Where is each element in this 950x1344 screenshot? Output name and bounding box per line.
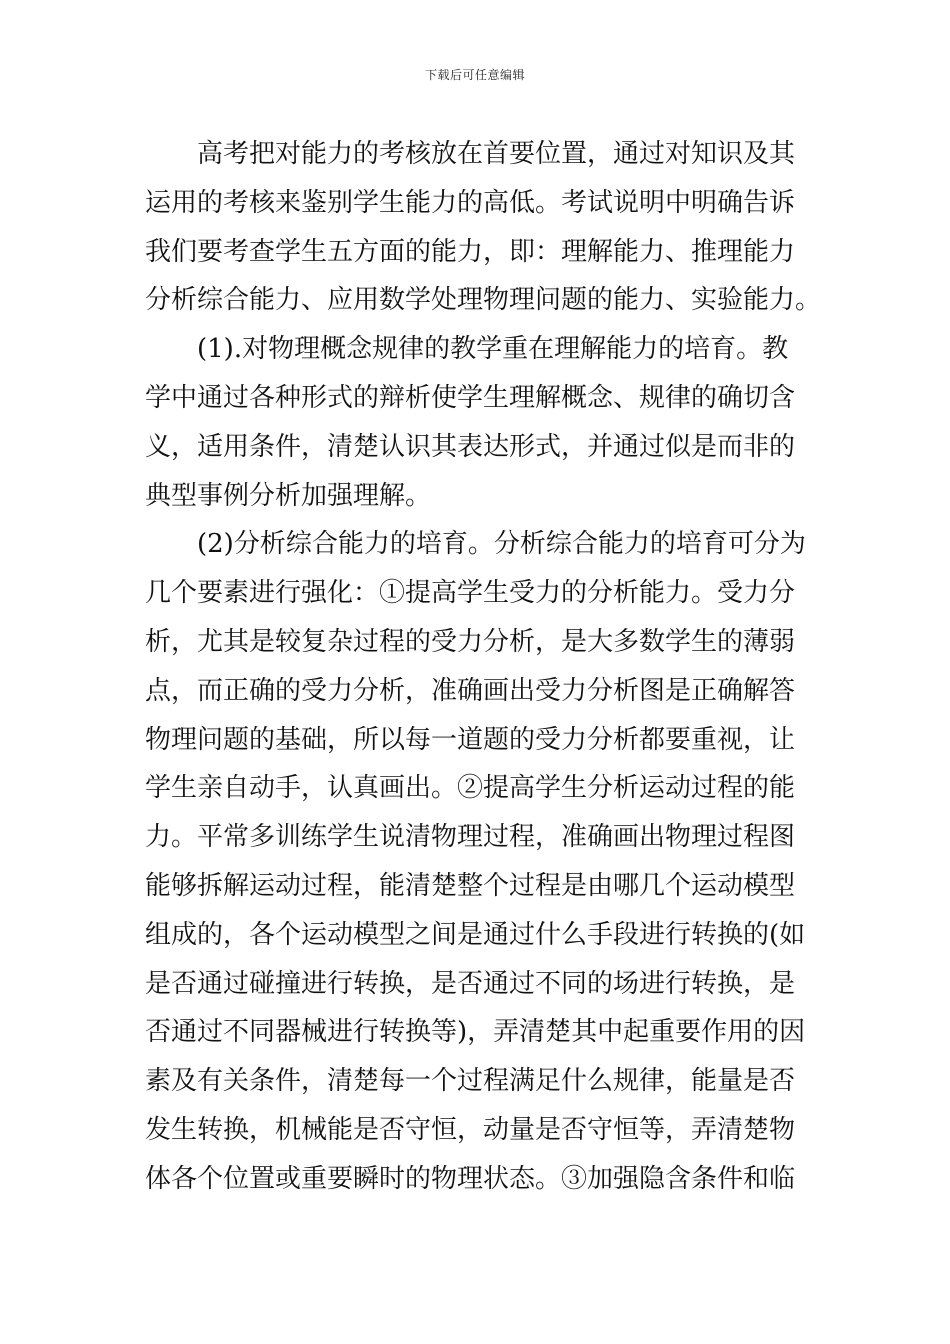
text-line: 我们要考查学生五方面的能力，即：理解能力、推理能力 [145, 236, 796, 267]
text-line: 析，尤其是较复杂过程的受力分析，是大多数学生的薄弱 [145, 626, 796, 657]
text-line: 学中通过各种形式的辩析使学生理解概念、规律的确切含 [145, 382, 796, 413]
text-line: (1).对物理概念规律的教学重在理解能力的培育。教 [145, 334, 789, 365]
text-line: 素及有关条件，清楚每一个过程满足什么规律，能量是否 [145, 1066, 796, 1097]
text-line: 运用的考核来鉴别学生能力的高低。考试说明中明确告诉 [145, 187, 796, 218]
text-line: 体各个位置或重要瞬时的物理状态。③加强隐含条件和临 [145, 1163, 796, 1194]
text-line: 物理问题的基础，所以每一道题的受力分析都要重视，让 [145, 724, 796, 755]
text-line: 典型事例分析加强理解。 [145, 480, 432, 511]
body-text [145, 130, 822, 1204]
text-line: 学生亲自动手，认真画出。②提高学生分析运动过程的能 [145, 773, 796, 804]
text-line: 组成的，各个运动模型之间是通过什么手段进行转换的(如 [145, 919, 806, 950]
text-line: 是否通过碰撞进行转换，是否通过不同的场进行转换，是 [145, 968, 796, 999]
text-line: 发生转换，机械能是否守恒，动量是否守恒等，弄清楚物 [145, 1114, 796, 1145]
page-header: 下载后可任意编辑 [424, 68, 525, 82]
text-line: 点，而正确的受力分析，准确画出受力分析图是正确解答 [145, 675, 796, 706]
text-line: 力。平常多训练学生说清物理过程，准确画出物理过程图 [145, 822, 796, 853]
text-line: 能够拆解运动过程，能清楚整个过程是由哪几个运动模型 [145, 870, 796, 901]
text-line: 义，适用条件，清楚认识其表达形式，并通过似是而非的 [145, 431, 796, 462]
text-line: 否通过不同器械进行转换等)，弄清楚其中起重要作用的因 [145, 1017, 806, 1048]
text-line: 高考把对能力的考核放在首要位置，通过对知识及其 [145, 139, 796, 169]
text-line: (2)分析综合能力的培育。分析综合能力的培育可分为 [145, 529, 806, 560]
text-line: 分析综合能力、应用数学处理物理问题的能力、实验能力。 [145, 285, 822, 316]
text-line: 几个要素进行强化：①提高学生受力的分析能力。受力分 [145, 578, 796, 609]
